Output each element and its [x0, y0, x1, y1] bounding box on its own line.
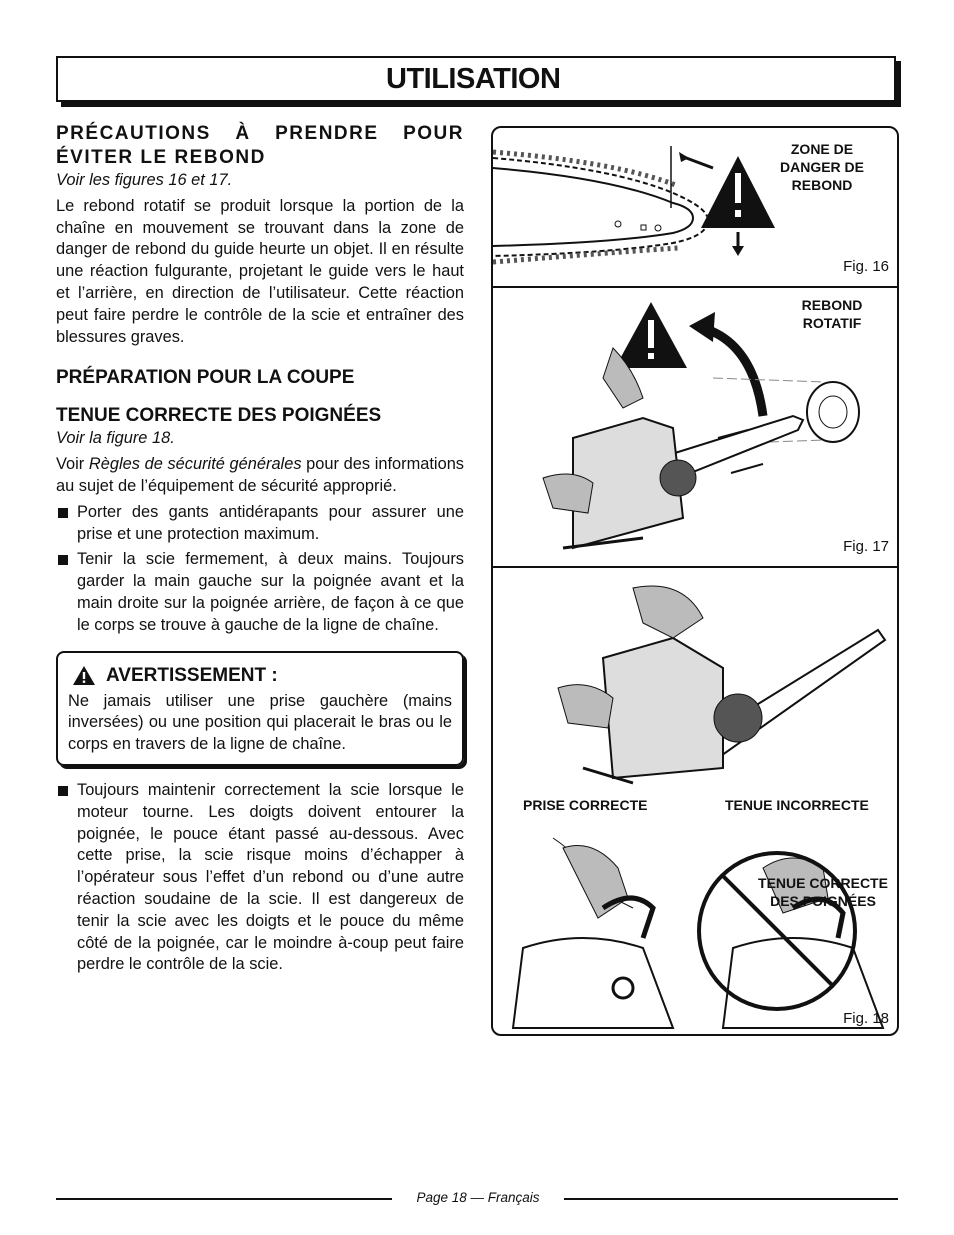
- kickback-paragraph: Le rebond rotatif se produit lorsque la portion de la chaîne en mouvement se trouvant dans la zone de danger de rebond du guide heurte un objet. Il en résulte une réaction fulgurante, projetant le guide vers le haut et l’arrière, en direction de l’utilisateur. Cette réaction peut faire perdre le contrôle de la scie et entraîner des blessures graves.: [56, 196, 464, 346]
- warning-box: [56, 651, 464, 766]
- list-item: [56, 780, 464, 976]
- list-item-text: Toujours maintenir correctement la scie lorsque le moteur tourne. Les doigts doivent entourer la poignée, le pouce étant passé au-dessous. Avec cette prise, la scie risque moins d’échapper à l’opérateur sous l’effet d’un rebond ou d’une autre réaction soudaine de la scie. Il est dangereux de tenir la scie avec les doigts et le pouce du même côté de la poignée, car le moindre à-coup peut faire perdre le contrôle de la scie.: [77, 780, 464, 974]
- section-title-preparation: PRÉPARATION POUR LA COUPE: [56, 367, 355, 389]
- label-correct-handling: TENUE CORRECTE DES POIGNÉES: [758, 875, 888, 909]
- list-item-text: Porter des gants antidérapants pour assurer une prise et une protection maximum.: [77, 502, 464, 543]
- list-item: [56, 549, 464, 636]
- figure-reference: Voir les figures 16 et 17.: [56, 171, 233, 189]
- grip-paragraph: [56, 454, 464, 498]
- square-bullet-icon: [58, 508, 68, 518]
- warning-title-text: AVERTISSEMENT :: [106, 664, 278, 686]
- page-number: Page 18 — Français: [416, 1190, 540, 1205]
- figures-panel: [491, 126, 899, 1036]
- list-item-text: Tenir la scie fermement, à deux mains. Toujours garder la main gauche sur la poignée avant et la main droite sur la poignée arrière, de façon à ce que le corps se trouve à gauche de la ligne de chaîne.: [77, 550, 464, 634]
- warning-triangle-icon: [72, 665, 96, 686]
- figure-reference-18: Voir la figure 18.: [56, 429, 175, 448]
- grip-text-a: Voir: [56, 455, 89, 474]
- footer-rule: [564, 1198, 898, 1200]
- bullet-list-2: [56, 780, 464, 976]
- figure-number-17: Fig. 17: [843, 538, 889, 555]
- square-bullet-icon: [58, 786, 68, 796]
- list-item: [56, 502, 464, 546]
- figure-number-18: Fig. 18: [843, 1010, 889, 1027]
- square-bullet-icon: [58, 555, 68, 565]
- label-correct-grip: PRISE CORRECTE: [523, 797, 648, 813]
- figure-18: [493, 568, 897, 1034]
- footer-rule: [56, 1198, 392, 1200]
- page-footer: [56, 1188, 898, 1208]
- section-title-kickback: PRÉCAUTIONS À PRENDRE POUR ÉVITER LE REBOND: [56, 123, 464, 168]
- figure-17: [493, 288, 897, 566]
- label-kickback-zone: ZONE DE DANGER DE REBOND: [779, 141, 864, 193]
- warning-text: Ne jamais utiliser une prise gauchère (mains inversées) ou une position qui placerait le bras ou le corps en travers de la ligne de chaîne.: [68, 691, 452, 754]
- grip-text-b: pour des informations au sujet de l’équipement de sécurité approprié.: [56, 455, 465, 495]
- grip-text-italic: Règles de sécurité générales: [88, 455, 302, 474]
- warning-title: [72, 661, 452, 691]
- left-column: [56, 122, 464, 980]
- figure-number-16: Fig. 16: [843, 258, 889, 275]
- section-title-grip: TENUE CORRECTE DES POIGNÉES: [56, 405, 382, 427]
- bullet-list: [56, 502, 464, 637]
- figure-16: [493, 128, 897, 286]
- page-title: UTILISATION: [386, 63, 561, 95]
- page-header: [56, 56, 896, 102]
- label-rotational-kickback: REBOND ROTATIF: [801, 297, 863, 331]
- label-incorrect-grip: TENUE INCORRECTE: [725, 797, 869, 813]
